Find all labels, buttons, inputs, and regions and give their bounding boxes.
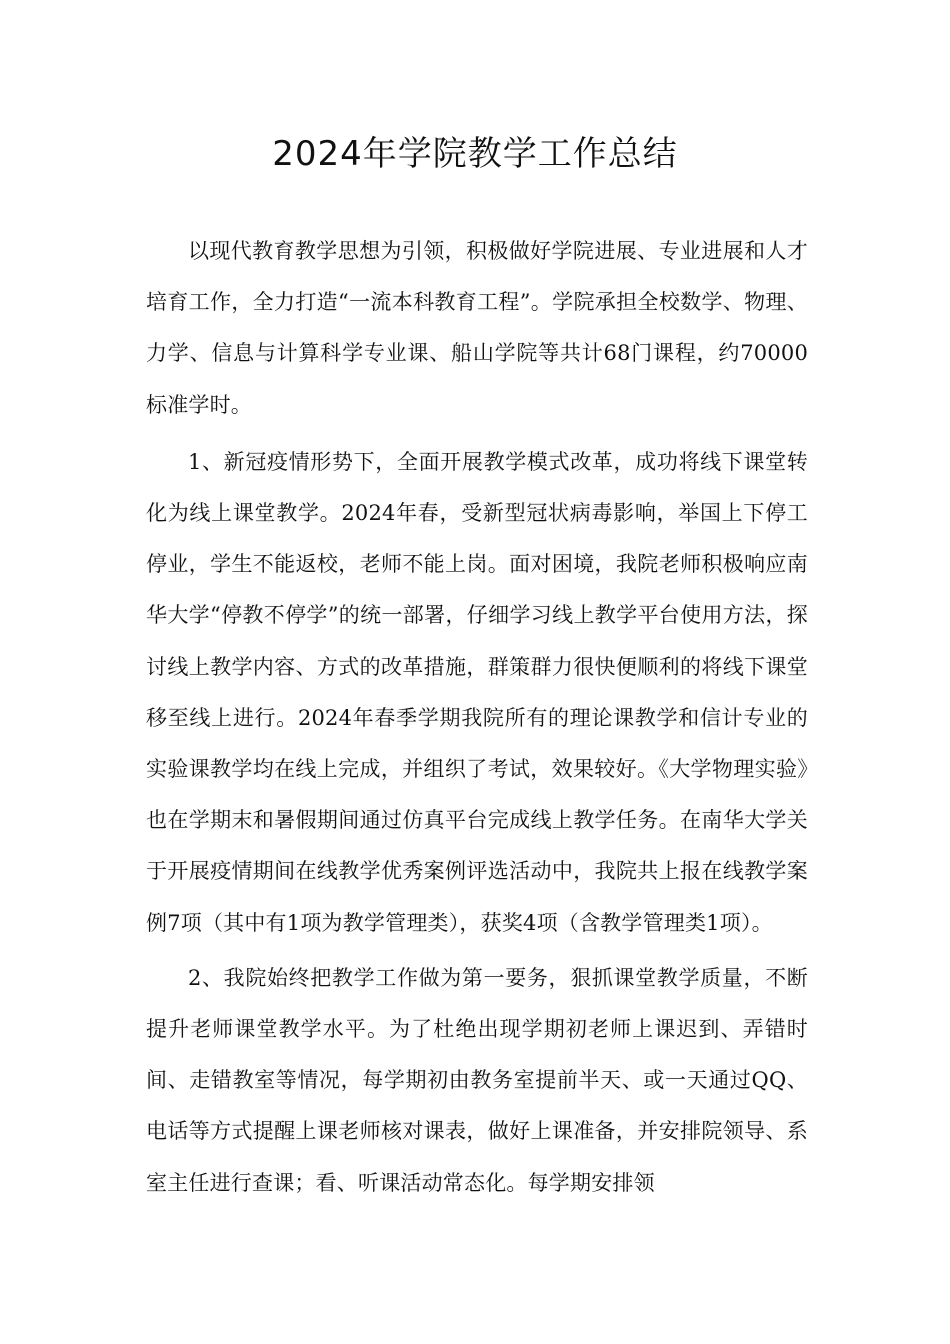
paragraph-intro: 以现代教育教学思想为引领，积极做好学院进展、专业进展和人才培育工作，全力打造“一流本科教育工程”。学院承担全校数学、物理、力学、信息与计算科学专业课、船山学院等共计68门课程，约70000标准学时。: [146, 239, 808, 417]
paragraph-1: 1、新冠疫情形势下，全面开展教学模式改革，成功将线下课堂转化为线上课堂教学。2024年春，受新型冠状病毒影响，举国上下停工停业，学生不能返校，老师不能上岗。面对困境，我院老师积极响应南华大学“停教不停学”的统一部署，仔细学习线上教学平台使用方法，探讨线上教学内容、方式的改革措施，群策群力很快便顺利的将线下课堂移至线上进行。2024年春季学期我院所有的理论课教学和信计专业的实验课教学均在线上完成，并组织了考试，效果较好。《大学物理实验》也在学期末和暑假期间通过仿真平台完成线上教学任务。在南华大学关于开展疫情期间在线教学优秀案例评选活动中，我院共上报在线教学案例7项（其中有1项为教学管理类），获奖4项（含教学管理类1项）。: [146, 449, 808, 935]
document-body: [146, 226, 808, 1209]
document-title: 2024年学院教学工作总结: [272, 134, 678, 174]
paragraph-2: 2、我院始终把教学工作做为第一要务，狠抓课堂教学质量，不断提升老师课堂教学水平。为了杜绝出现学期初老师上课迟到、弄错时间、走错教室等情况，每学期初由教务室提前半天、或一天通过QQ、电话等方式提醒上课老师核对课表，做好上课准备，并安排院领导、系室主任进行查课；看、听课活动常态化。每学期安排领: [146, 965, 808, 1195]
